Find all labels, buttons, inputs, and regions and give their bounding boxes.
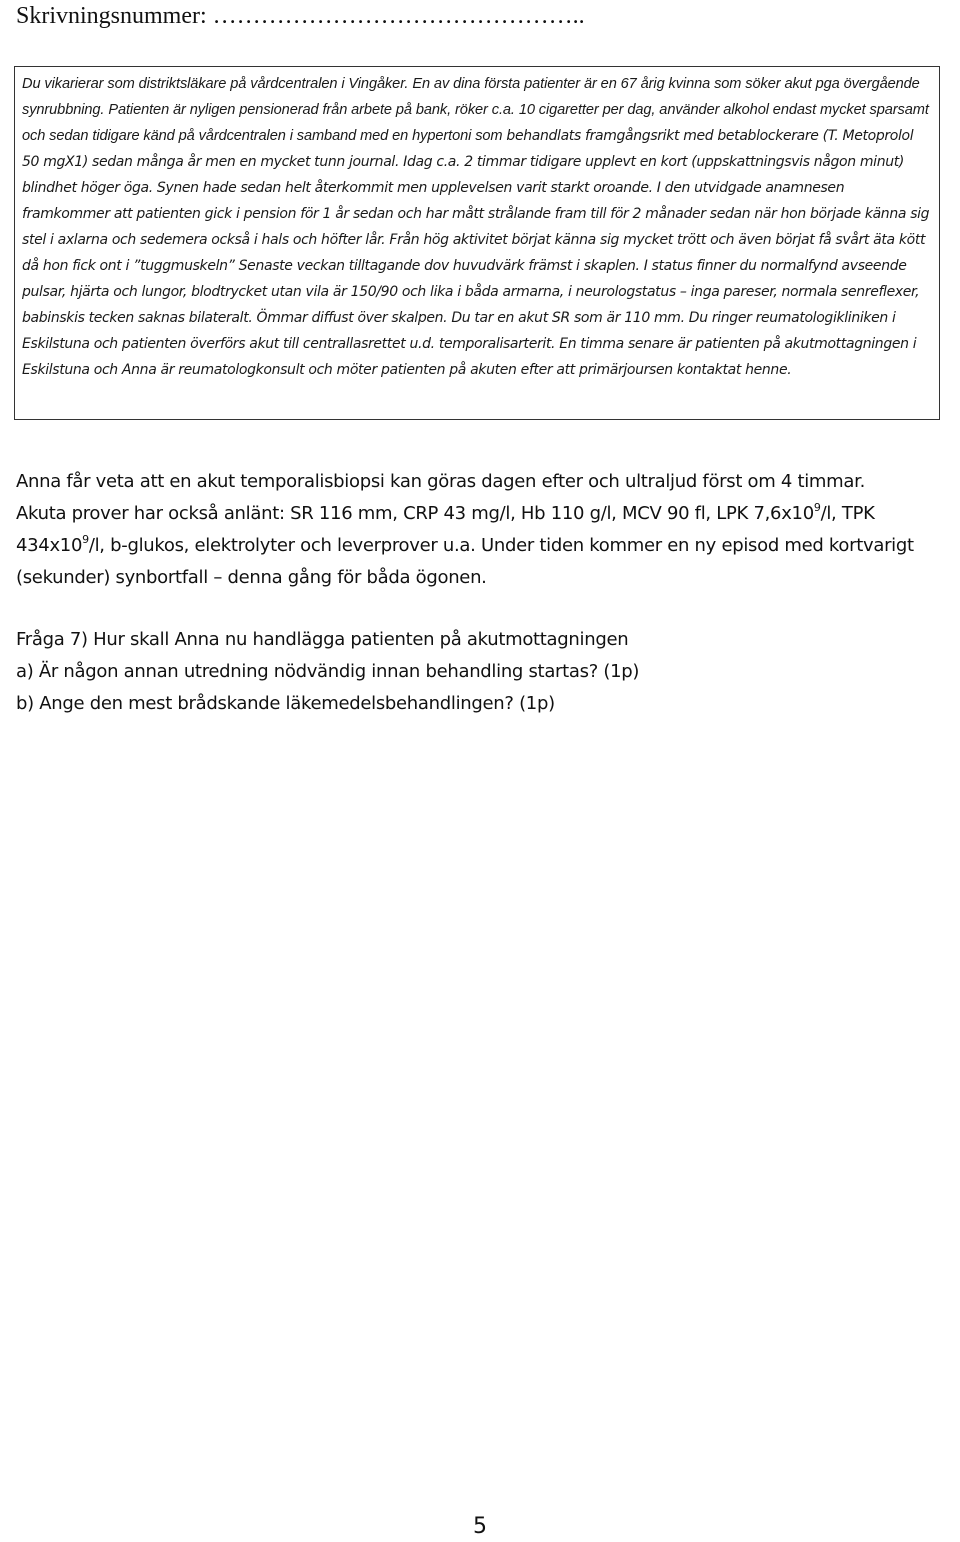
lab-exponent-1: 9 bbox=[813, 501, 821, 514]
case-description-text bbox=[22, 71, 932, 383]
question-heading: Fråga 7) Hur skall Anna nu handlägga patienten på akutmottagningen bbox=[16, 629, 629, 650]
followup-lab-results bbox=[16, 498, 936, 594]
question-b: b) Ange den mest brådskande läkemedelsbehandlingen? (1p) bbox=[16, 693, 555, 714]
question-a: a) Är någon annan utredning nödvändig innan behandling startas? (1p) bbox=[16, 661, 640, 682]
lab-exponent-2: 9 bbox=[82, 533, 89, 546]
exam-number-header: Skrivningsnummer: ……………………………………….. bbox=[16, 3, 585, 29]
case-text-part2: behandlats framgångsrikt med betablockerare (T. Metoprolol 50 mgX1) sedan många år men en mycket tunn journal. Idag c.a. 2 timmar tidigare upplevt en kort (uppskattningsvis någon minut) blindhet höger öga. Synen hade sedan helt återkommit men upplevelsen varit starkt oroande. I den utvidgade anamnesen framkommer att patienten gick i pension för 1 år sedan och har mått strålande fram till för 2 månader sedan när hon började känna sig stel i axlarna och sedemera också i hals och höfter lår. Från hög aktivitet börjat känna sig mycket trött och även börjat få svårt äta kött då hon fick ont i ”tuggmuskeln” Senaste veckan tilltagande dov huvudvärk främst i skaplen. I status finner du normalfynd avseende pulsar, hjärta och lungor, blodtrycket utan vila är 150/90 och lika i båda armarna, i neurologstatus – inga pareser, normala senreflexer, babinskis tecken saknas bilateralt. Ömmar diffust över skalpen. Du tar en akut SR som är 110 mm. Du ringer reumatologikliniken i Eskilstuna och patienten överförs akut till centrallasrettet u.d. temporalisarterit. En timma senare är patienten på akutmottagningen i Eskilstuna och Anna är reumatologkonsult och möter patienten på akuten efter att primärjoursen kontaktat henne. bbox=[22, 128, 930, 378]
lab-results-text-a: Akuta prover har också anlänt: SR 116 mm, CRP 43 mg/l, Hb 110 g/l, MCV 90 fl, LPK 7,6x10 bbox=[16, 503, 814, 524]
lab-results-text-c: /l, b-glukos, elektrolyter och leverprover u.a. Under tiden kommer en ny episod med kortvarigt (sekunder) synbortfall – denna gång för båda ögonen. bbox=[16, 535, 914, 588]
page-number: 5 bbox=[473, 1514, 487, 1539]
lab-results-text-b: /l, TPK 434x10 bbox=[16, 503, 875, 556]
case-text-part1: Du vikarierar som distriktsläkare på vårdcentralen i Vingåker. En av dina första patienter är en 67 årig kvinna som söker akut pga övergående synrubbning. Patienten är nyligen pensionerad från arbete på bank, röker c.a. 10 cigaretter per dag, använder alkohol endast mycket sparsamt och sedan tidigare känd på vårdcentralen i samband med en hypertoni som bbox=[22, 76, 929, 144]
followup-section bbox=[16, 466, 936, 594]
question-section bbox=[16, 624, 936, 720]
followup-line-1: Anna får veta att en akut temporalisbiopsi kan göras dagen efter och ultraljud först om 4 timmar. bbox=[16, 471, 865, 492]
case-description-box bbox=[14, 66, 940, 420]
